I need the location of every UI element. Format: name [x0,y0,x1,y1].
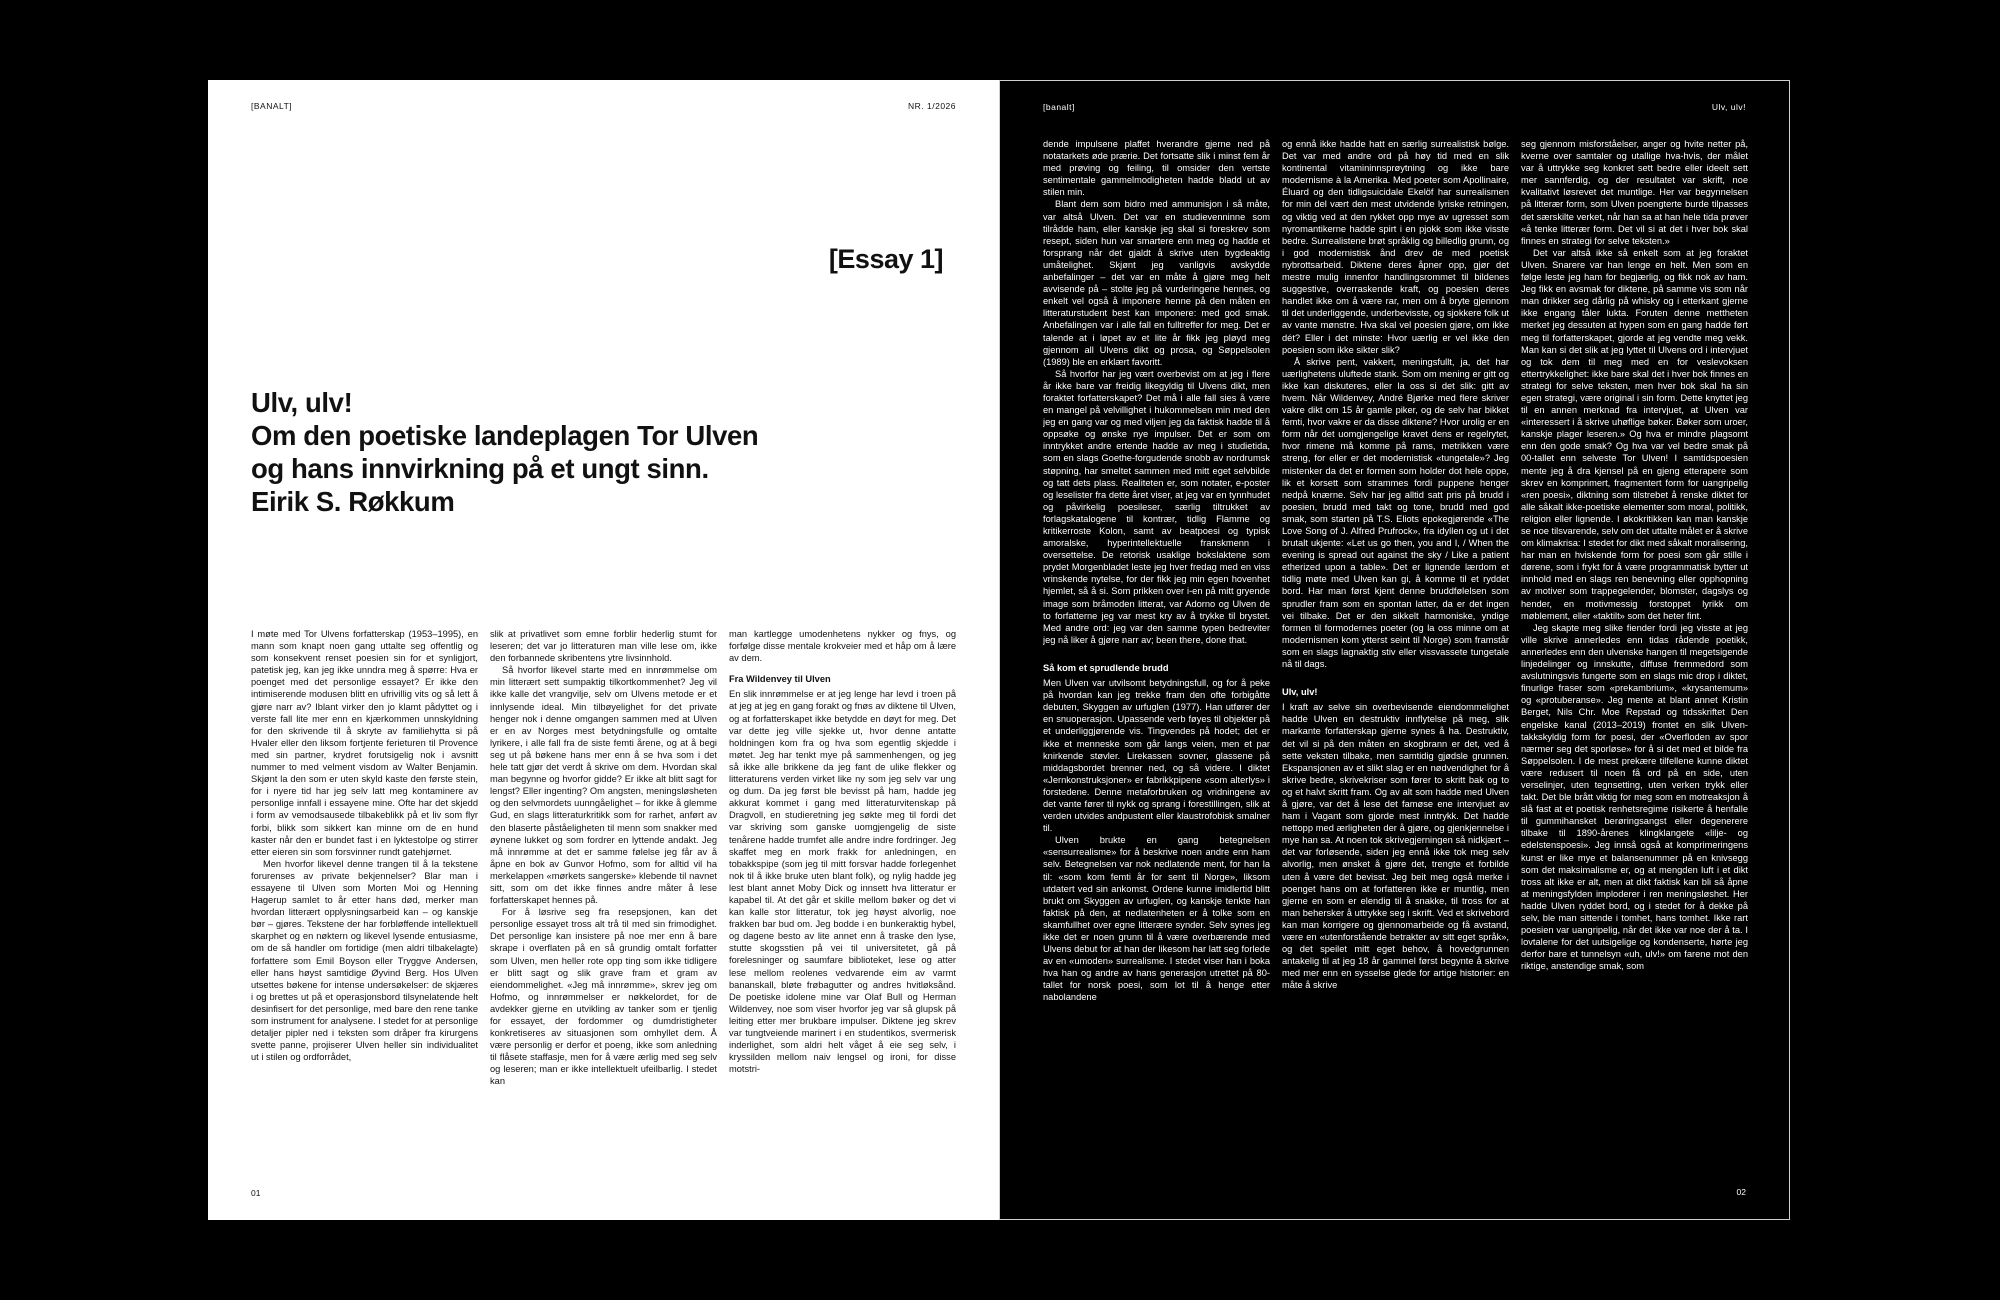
running-head-right: Ulv, ulv! [1711,102,1746,112]
paragraph: I møte med Tor Ulvens forfatterskap (1953–1995), en mann som knapt noen gang uttalte seg offentlig og som konsekvent renset poesien sin for et synligjort, patetisk jeg, kan jeg ikke unndra meg å spørre: Hva er poenget med det personlige essayet? Er ikke den intimiserende modusen blitt en ufrivillig vits og så lett å gjøre narr av? Iblant virker den jo klamt pådyttet og i verste fall lite mer enn en kjærkommen unnskyldning for den skrivende til å skryte av familiehytta si på Hvaler eller den liksom fortjente ferieturen til Provence med sin partner, krydret forutsigelig nok i avsnitt nummer to med velment visdom av Walter Benjamin. Skjønt la den som er uten skyld kaste den første stein, for i nyere tid har jeg selv latt meg kontaminere av personlige innfall i essayene mine. Ofte har det skjedd i form av vemodsausede tilbakeblikk på et liv som flyr forbi, blikk som sikkert kan minne om de en hund kaster når den er bundet fast i en lyktestolpe og stirrer etter eieren sin som forsvinner rundt gatehjørnet. [251,629,478,857]
page-number: 02 [1736,1187,1746,1197]
running-head-left: [BANALT] [251,101,293,111]
paragraph: En slik innrømmelse er at jeg lenge har levd i troen på at jeg at jeg en gang forakt og fnøs av diktene til Ulven, og at forfatterskapet ikke betydde en døyt for meg. Det var dette jeg ville sjekke ut, hvor denne antatte holdningen kom fra og hva som egentlig skjedde i møtet. Jeg har tenkt mye på sammenhengen, og jeg så ikke alle brikkene da jeg fant de ulike flekker og litteraturens verden virket like ny som jeg selv var ung og dum. Da jeg først ble bevisst på ham, hadde jeg akkurat kommet i gang med litteraturvitenskap på Dragvoll, en studieretning jeg søkte meg til fordi det var skriving som ganske uomgjengelig de siste tenårene hadde trumfet alle andre indre fordringer. Jeg skaffet meg en mork frakk for anledningen, en tobakkspipe (som jeg til mitt forsvar hadde forlegenhet nok til å ikke bruke uten blant folk), og nylig hadde jeg lest blant annet Moby Dick og innsett hva litteratur er kapabel til. At det går et skille mellom bøker og det vi kan kalle stor litteratur, tok jeg høyst alvorlig, noe frakken bar bud om. Jeg bodde i en bunkeraktig hybel, og dagene besto av lite annet enn å traske den lyse, stutte skogsstien på vei til universitetet, gå på forelesninger og saumfare biblioteket, lese og atter lese mellom reolenes vedvarende eim av varmt bananskall, bløte frøbagutter og andres hvitløksånd. De poetiske idolene mine var Olaf Bull og Herman Wildenvey, noe som viser hvorfor jeg var så glupsk på leiting etter mer brukbare impulser. Diktene jeg skrev var tungtveiende marinert i en studentikos, svermerisk inderlighet, som aldri helt våget å eie seg selv, i kryssilden mellom naiv lengsel og ironi, for disse motstri- [729,689,956,1075]
paragraph: man kartlegge umodenhetens nykker og fnys, og forfølge disse mentale krokveier med et håp om å lære av dem. [729,629,956,664]
paragraph: Men Ulven var utvilsomt betydningsfull, og for å peke på hvordan kan jeg trekke fram den ofte forbigåtte debuten, Skyggen av urfuglen (1977). Han utfører der en snuoperasjon. Upassende verb føyes til objekter på et underliggjørende vis. Tingvendes på hodet; det er ikke et menneske som går langs veien, men et par knirkende støvler. Lirekassen sovner, glassene på middagsbordet brenner ned, og så videre. I diktet «Jernkonstruksjoner» er fabrikkpipene «som alterlys» i forstedene. Denne metaforbruken og vridningene av det vante fører til nykk og sprang i forestillingen, slik at verden utvides andpustent eller klaustrofobisk smalner til. [1043,678,1270,834]
paragraph: Men hvorfor likevel denne trangen til å la tekstene forurenses av private bekjennelser? Blar man i essayene til Ulven som Morten Moi og Henning Hagerup samlet to år etter hans død, merker man hvordan litterært opplysningsarbeid kan – og kanskje bør – gjøres. Tekstene der har forbløffende intellektuell skarphet og en nøktern og likevel lysende entusiasme, om de så handler om fortidige (men aldri tilbakelagte) forfattere som Emil Boyson eller Tryggve Andersen, eller hans høyst samtidige Øyvind Berg. Hos Ulven utsettes bøkene for intense undersøkelser: de skjæres i og brettes ut på et operasjonsbord tilsynelatende helt desinfisert for det personlige, med bare den rene tanke som instrument for analysene. I stedet for at personlige detaljer pipler ned i teksten som dråper fra kirurgens svette panne, projiserer Ulven heller sin individualitet ut i stilen og ordforrådet, [251,858,478,1063]
subtitle-line: og hans innvirkning på et ungt sinn. [251,453,709,484]
paragraph: slik at privatlivet som emne forblir hederlig stumt for leseren; det var jo litteraturen man ville lese om, ikke den forbannede skribentens ytre livsinnhold. [490,629,717,664]
title-line: Ulv, ulv! [251,387,353,418]
subtitle-line: Om den poetiske landeplagen Tor Ulven [251,420,759,451]
paragraph: I kraft av selve sin overbevisende eiendommelighet hadde Ulven en destruktiv innflytelse på meg, slik markante forfatterskap gjerne synes å ha. Destruktiv, det vil si på den måten en skogbrann er det, ved å sette veksten tilbake, men samtidig gjødsle grunnen. Ekspansjonen av et slikt slag er en nødvendighet for å skrive bedre, skrivekriser som fører to skritt bak og to og et halvt skritt fram. Og av alt som hadde med Ulven å gjøre, var det å lese det famøse ene intervjuet av ham i Vagant som gjorde mest inntrykk. Det hadde nettopp med ærligheten der å gjøre, og gjenkjennelse i mye han sa. At noen tok skrivegjerningen så nidkjært – det var forløsende, siden jeg ennå ikke tok meg selv alvorlig, men ønsket å gjøre det, trengte et forbilde uten å være det bevisst. Jeg beit meg også merke i poenget hans om at forfatteren ikke er muntlig, men gjerne en som er elendig til å snakke, til tross for at man behersker å uttrykke seg i skrift. Ved et skrivebord kan man korrigere og gjennomarbeide og få avstand, være en «utenforstående betrakter av sitt eget språk», og det speilet mitt eget behov, å hovedgrunnen antakelig til at jeg 18 år gammel først begynte å skrive med mer enn en sysselse glede for artige historier: en måte å skrive [1282,702,1509,991]
paragraph: seg gjennom misforståelser, anger og hvite netter på, kverne over samtaler og utallige hva-hvis, der målet var å uttrykke seg konkret sett bedre eller ideelt sett mer sannferdig, og der resultatet var skrift, noe kvalitativt løsrevet det muntlige. Her var begynnelsen på litterær form, som Ulven poengterte burde tilpasses det særskilte verket, når han sa at han hele tida prøver «å tenke litterær form. Det vil si at det i hver bok skal finnes en strategi for selve teksten.» [1521,139,1748,246]
magazine-spread [208,80,1790,1220]
author-name: Eirik S. Røkkum [251,486,455,517]
paragraph: dende impulsene plaffet hverandre gjerne ned på notatarkets øde prærie. Det fortsatte slik i minst fem år med prøving og feiling, til omsider den vertste sentimentale gammelmodigheten hadde bladd ut av stilen min. [1043,139,1270,198]
body-column-3 [729,628,956,1158]
paragraph: Jeg skapte meg slike fiender fordi jeg visste at jeg ville skrive annerledes enn tidas rådende poetikk, annerledes enn den ulvenske hangen til megetsigende linjedelinger og innskutte, diffuse fremmedord som avslutningsvis fungerte som en slags mic drop i diktet, finurlige fraser som «prekambrium», «krysantemum» og «protuberanse». Jeg mente at blant annet Kristin Berget, Nils Chr. Moe Repstad og tidsskriftet Den engelske kanal (2013–2019) frontet en slik Ulven-takkskyldig form for poesi, der «Overfloden av spor nærmer seg det sporløse» for å si det med et bilde fra Søppelsolen. I de mest prekære tilfellene kunne diktet være redusert til noen få ord på en side, uten verselinjer, uten tegnsetting, uten verken trykk eller takt. Det ble brått viktig for meg som en motreaksjon å slå fast at et poetisk renhetsregime risikerte å henfalle til gummihansket berøringsangst eller degenerere tilbake til 1890-årenes klingklangete «lilje- og edelstenspoesi». Jeg innså også at komprimeringens kunst er like mye et balansenummer på en knivsegg som det maksimalisme er, og at mengden luft i et dikt tross alt ikke er alt, men at dikt faktisk kan bli så åpne at meningsfylden imploderer i ren meningsløshet. Her hadde Ulven ryddet bord, og i stedet for å dekke på selv, ble man sittende i tomhet, hans tomhet. Ikke rart poesien var uangripelig, når det ikke var noe der å ta. I lovtalene for det uutsigelige og kondenserte, hørte jeg derfor bare et tunnelsyn «uh, ulv!» om farene mot den riktige, anstendige smak, som [1521,622,1748,972]
section-heading: Fra Wildenvey til Ulven [729,674,831,685]
body-column-2 [490,628,717,1158]
section-heading: Så kom et sprudlende brudd [1043,662,1169,673]
paragraph: For å løsrive seg fra resepsjonen, kan det personlige essayet tross alt trå til med sin frimodighet. Det personlige kan insistere på noe mer enn å bare skrape i overflaten på en så grundig omtalt forfatter som Ulven, men heller rote opp ting som ikke tidligere er blitt sagt og slik grave fram et gram av eiendommelighet. «Jeg må innrømme», skrev jeg om Hofmo, og innrømmelser er nøkkelordet, for de avdekker gjerne en utvikling av tanker som er tjenlig for essayet, der fordommer og dumdristigheter konkretiseres av situasjonen som omhyllet dem. Å være personlig er derfor et poeng, ikke som anledning til flåsete staffasje, men for å være ærlig med seg selv og leseren; man er ikke intellektuelt ufeilbarlig. I stedet kan [490,907,717,1087]
right-page [999,80,1790,1220]
section-heading: Ulv, ulv! [1282,687,1318,698]
essay-label: [Essay 1] [828,244,943,274]
issue-number: NR. 1/2026 [908,101,956,111]
running-head-left: [banalt] [1043,102,1075,112]
paragraph: Det var altså ikke så enkelt som at jeg foraktet Ulven. Snarere var han lenge en helt. Men som en følge leste jeg ham for begjærlig, og fikk nok av ham. Jeg fikk en avsmak for diktene, på samme vis som når man drikker seg dårlig på whisky og i etterkant gjerne ikke engang tåler lukta. Foruten denne mettheten merket jeg dessuten at hypen som en gang hadde ført meg til forfatterskapet, gjorde at jeg vendte meg vekk. Man kan si det slik at jeg lyttet til Ulvens ord i intervjuet og tok dem til meg med en for veslevoksen ettertrykkelighet: ikke bare skal det i hver bok finnes en strategi for selve teksten, men hver bok skal ha sin egen strategi, være original i sin form. Dette knyttet jeg til en annen merknad fra intervjuet, at Ulven var «interessert i å skrive uhøflige bøker. Bøker som uroer, kanskje plager leseren.» Og hva er mindre plagsomt enn den gode smak? Og hva var vel bedre smak på 00-tallet enn selveste Tor Ulven! I samtidspoesien mente jeg å dra kjensel på en gjeng etterapere som skrev en komprimert, fragmentert form for uangripelig «ren poesi», diktning som tilstrebet å renske diktet for alle såkalt ikke-poetiske elementer som moral, politikk, religion eller lignende. I økokritikken kan man kanskje se noe tilsvarende, selv om det uttalte målet er å skrive om klimakrisa: I stedet for dikt med såkalt moralisering, har man en hviskende form for poesi som går stille i dørene, som i frykt for å være programmatisk bytter ut innhold med en slags ren benevning eller opphopning av motiver som trappegelender, blomster, dagslys og hender, en motivmessig forstoppet lyrikk om møblement, eller «taktilt» som det heter fint. [1521,247,1748,621]
body-column-3 [1521,138,1748,1159]
article-title [251,386,811,518]
paragraph: Ulven brukte en gang betegnelsen «sensurrealisme» for å beskrive noen andre enn ham selv. Betegnelsen var nok nedlatende ment, for han la til: «som kom femti år for sent til Norge», liksom utdatert ved sin ankomst. Ordene kunne imidlertid blitt brukt om Skyggen av urfuglen, og kanskje tenkte han faktisk på den, at nedlatenheten er å tolke som en skamfullhet over egne litterære synder. Selv synes jeg ikke det er noen grunn til å være overbærende med Ulvens debut for at han der likesom har latt seg forlede av en «umoden» surrealisme. I stedet viser han i boka hva han og andre av hans generasjon utrettet på 80-tallet for norsk poesi, som lot til å henge etter nabolandene [1043,835,1270,1003]
paragraph: og ennå ikke hadde hatt en særlig surrealistisk bølge. Det var med andre ord på høy tid med en slik kontinental vitamininnsprøytning og ikke bare modernisme à la Amerika. Med poeter som Apollinaire, Éluard og den tidligsuicidale Ekelöf har surrealismen for min del vært den mest utvidende lyriske retningen, og viktig ved at den rykket opp mye av ugresset som nyromantikerne hadde spirt i en pjokk som ikke visste bedre. Surrealistene brøt språklig og billedlig grunn, og i god modernistisk ånd drev de med poetisk nybrottsarbeid. Diktene deres åpner opp, gjør det mestre mulig innenfor handlingsrommet til bildenes suggestive, overraskende kraft, og poesien deres handlet ikke om å være rar, men om å bryte gjennom til det underliggende, underbevisste, og sjokkere folk ut av vante mønstre. Hva skal vel poesien gjøre, om ikke dét? Eller i det minste: Hvor uærlig er vel ikke den poesien som ikke sikter slik? [1282,139,1509,355]
page-number: 01 [251,1188,261,1198]
body-column-1 [251,628,478,1158]
body-column-2 [1282,138,1509,1159]
left-page [208,80,999,1220]
paragraph: Så hvorfor har jeg vært overbevist om at jeg i flere år ikke bare var freidig likegyldig til Ulvens dikt, men foraktet forfatterskapet? Det må i alle fall sies å være en mangel på velvillighet i hukommelsen min med den jeg en gang var og med viljen jeg da faktisk hadde til å oppsøke og ønske nye impulser. Det er som om inntrykket andre ertende hadde av meg i studietida, som en slags Goethe-forgudende snobb av nordrumsk støpning, har smeltet sammen med mitt eget selvbilde og tatt dets plass. Realiteten er, som notater, e-poster og leselister fra dette året viser, at jeg var en tynnhudet og påvirkelig poesileser, særlig tiltrukket av forlagskatalogene til kontrær, tidlig Flamme og kritikerroste Kolon, samt av beatpoesi og typisk amoralske, hyperintellektuelle franskmenn i oversettelse. De retorisk usaklige bokslaktene som prydet Morgenbladet leste jeg hver fredag med en viss vrinskende nytelse, for der fikk jeg min egen hovenhet hjemlet, så å si. Som prikken over i-en på mitt gryende image som bråmoden litterat, var Adorno og Ulven de to forfatterne jeg var mest kry av å trykke til brystet. Med andre ord: jeg var den samme typen bedreviter jeg nå liker å gjøre narr av; been there, done that. [1043,368,1270,645]
paragraph: Blant dem som bidro med ammunisjon i så måte, var altså Ulven. Det var en studievenninne som tilrådde ham, eller kanskje jeg skal si foreskrev som resept, siden hun var smartere enn meg og hadde et forsprang når det gjaldt å skrive uten bygdeaktig umåtelighet. Skjønt jeg vanligvis avskydde anbefalinger – det var en måte å gjøre meg helt avvisende på – stolte jeg på vurderingene hennes, og enkelt vel også å imponere henne på den måten en litteraturstudent best kan imponere: med god smak. Anbefalingen var i alle fall en fulltreffer for meg. Det er talende at i løpet av et lite år fikk jeg pløyd meg gjennom all Ulvens dikt og prosa, og Søppelsolen (1989) ble en erklært favoritt. [1043,199,1270,367]
paragraph: Å skrive pent, vakkert, meningsfullt, ja, det har uærlighetens uluftede stank. Som om mening er gitt og ikke kan diskuteres, eller la oss si det slik: gitt av hvem. Når Wildenvey, André Bjørke med flere skriver vakre dikt om 15 år gamle piker, og de selv har bikket femti, hvor vakre er da disse diktene? Hvor urolig er en form når det uomgjengelige kravet dens er regelrytet, hvor rimene må komme på rams, metrikken være streng, for eller er det modernistisk «tungetale»? Jeg mistenker da det er formen som holder dot hele oppe, lik et korsett som strammes fordi puppene henger nedpå knærne. Selv har jeg alltid satt pris på brudd i poesien, brudd med takt og tone, brudd med god smak, som starten på T.S. Eliots epokegjørende «The Love Song of J. Alfred Prufrock», fra idyllen og ut i det brutalt ukjente: «Let us go then, you and I, / When the evening is spread out against the sky / Like a patient etherized upon a table». Det er lignende lærdom et tidlig møte med Ulven kan gi, å komme til et ryddet bord. Har man først kjent denne bruddfølelsen som sprudler fram som en spontan latter, da er det ingen vei tilbake. Det er den sikkelt harmoniske, yndige formen til formodernes poeter (og la oss minne om at modernismen kom ytterst seint til Norge) som framstår som en slags lagnaktig stiv eller vissvassete tungetale nå til dags. [1282,356,1509,670]
body-column-1 [1043,138,1270,1159]
paragraph: Så hvorfor likevel starte med en innrømmelse om min litterært sett sumpaktig tilkortkommenhet? Jeg vil ikke kalle det vrangvilje, selv om Ulvens metode er et innlysende ideal. Min tilbøyelighet for det private henger nok i denne omgangen sammen med at Ulven er en av Norges mest betydningsfulle og omtalte lyrikere, i alle fall fra de siste femti årene, og at å begi seg ut på bøkene hans mer enn å se hva som i det hele tatt gjør det verdt å skrive om dem. Hvordan skal man begynne og hvorfor gidde? Er ikke alt blitt sagt for lengst? Eller ingenting? Om angsten, meningsløsheten og den selvmordets uunngåelighet – for ikke å glemme Gud, en slags litteraturkritikk som for rarhet, anført av den blaserte påståeligheten til menn som snakker med øynene lukket og som fordrer en lyttende andakt. Jeg må innrømme at det er samme følelse jeg får av å åpne en bok av Gunvor Hofmo, som for alltid vil ha merkelappen «mørkets sangerske» klebende til navnet sitt, som om det ikke finnes andre måter å lese forfatterskapet hennes på. [490,665,717,906]
